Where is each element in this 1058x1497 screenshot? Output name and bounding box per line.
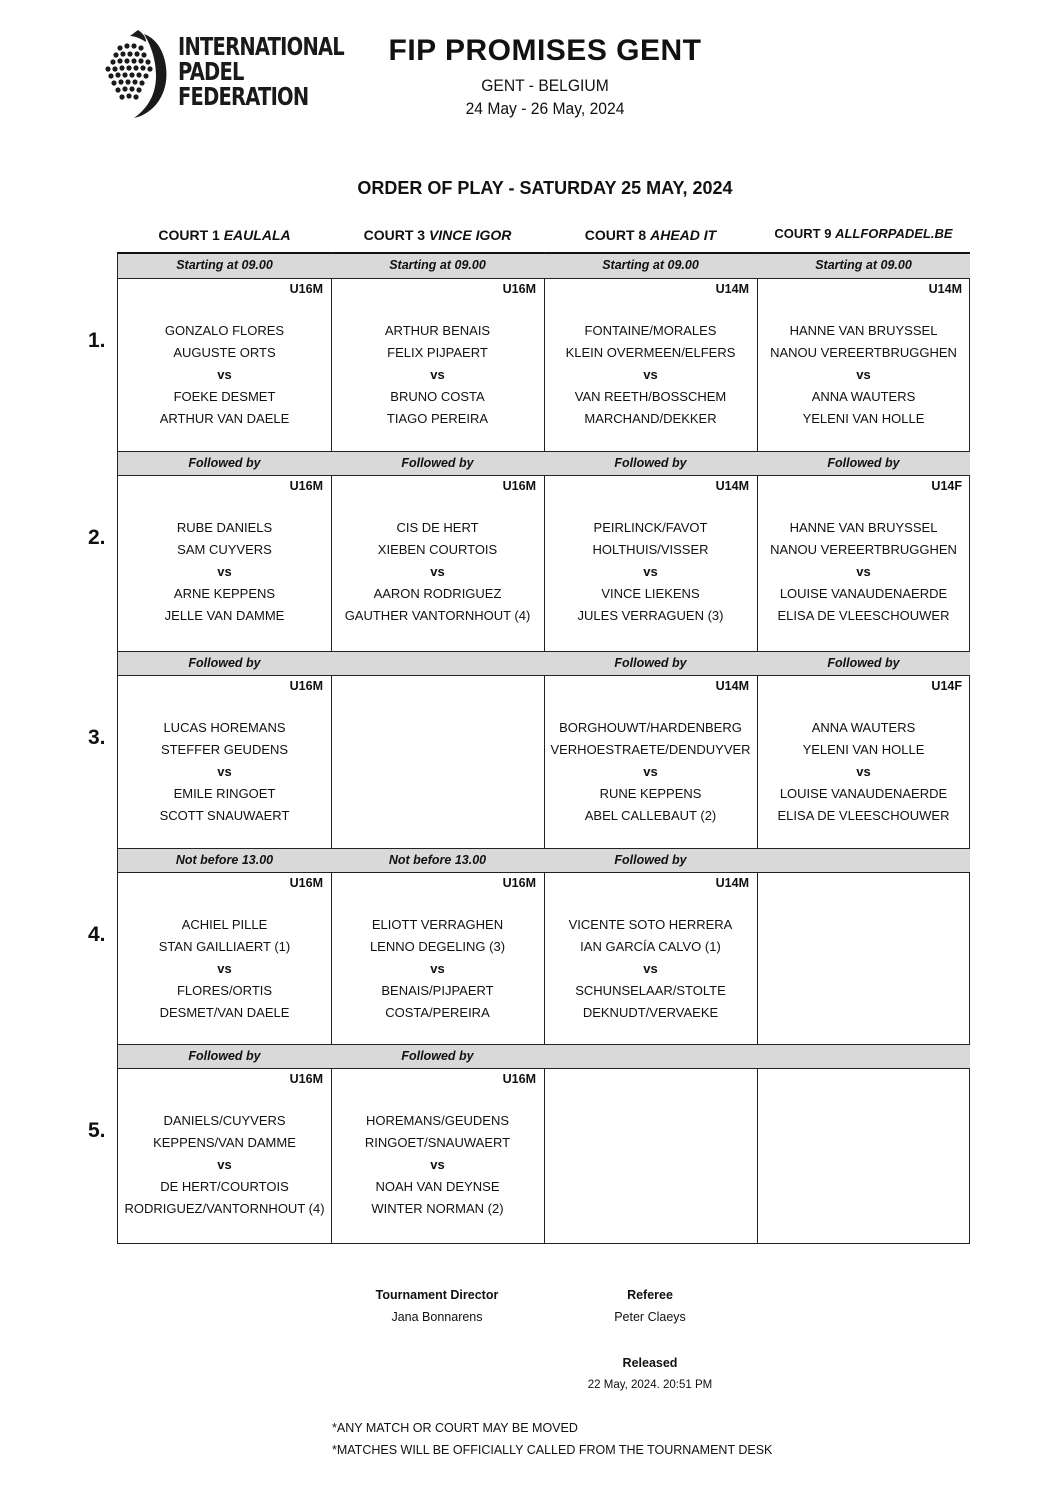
footer-note: *MATCHES WILL BE OFFICIALLY CALLED FROM THE TOURNAMENT DESK bbox=[332, 1443, 773, 1457]
court-sponsor: VINCE IGOR bbox=[428, 227, 512, 243]
court-name: COURT 3 bbox=[363, 227, 426, 243]
match-cell bbox=[118, 320, 331, 430]
player-name: MARCHAND/DEKKER bbox=[584, 411, 717, 426]
player-name: YELENI VAN HOLLE bbox=[802, 742, 925, 757]
versus-label: vs bbox=[217, 367, 232, 382]
category-label: U14F bbox=[931, 479, 962, 493]
player-name: VINCE LIEKENS bbox=[601, 586, 700, 601]
court-sponsor: ALLFORPADEL.BE bbox=[835, 226, 953, 241]
player-name: ARNE KEPPENS bbox=[173, 586, 276, 601]
match-order-number: 2. bbox=[88, 526, 106, 549]
player-name: FONTAINE/MORALES bbox=[584, 323, 717, 338]
start-time-label: Not before 13.00 bbox=[175, 853, 274, 867]
versus-label: vs bbox=[430, 367, 445, 382]
match-cell bbox=[544, 320, 757, 430]
player-name: VICENTE SOTO HERRERA bbox=[568, 917, 733, 932]
category-label: U16M bbox=[289, 479, 323, 493]
player-name: LENNO DEGELING (3) bbox=[369, 939, 506, 954]
court-sponsor: EAULALA bbox=[223, 227, 291, 243]
versus-label: vs bbox=[430, 961, 445, 976]
player-name: IAN GARCÍA CALVO (1) bbox=[580, 939, 721, 954]
player-name: RUBE DANIELS bbox=[176, 520, 273, 535]
player-name: YELENI VAN HOLLE bbox=[802, 411, 925, 426]
player-name: TIAGO PEREIRA bbox=[386, 411, 489, 426]
released-timestamp: 22 May, 2024. 20:51 PM bbox=[587, 1379, 713, 1391]
player-name: BENAIS/PIJPAERT bbox=[381, 983, 494, 998]
versus-label: vs bbox=[217, 564, 232, 579]
court-sponsor: AHEAD IT bbox=[650, 227, 717, 243]
player-name: KLEIN OVERMEEN/ELFERS bbox=[565, 345, 736, 360]
released-label: Released bbox=[622, 1356, 678, 1370]
player-name: DEKNUDT/VERVAEKE bbox=[582, 1005, 719, 1020]
category-label: U16M bbox=[289, 679, 323, 693]
player-name: LOUISE VANAUDENAERDE bbox=[779, 786, 948, 801]
player-name: ELISA DE VLEESCHOUWER bbox=[777, 608, 950, 623]
versus-label: vs bbox=[856, 564, 871, 579]
player-name: WINTER NORMAN (2) bbox=[371, 1201, 504, 1216]
match-cell bbox=[118, 914, 331, 1024]
versus-label: vs bbox=[217, 764, 232, 779]
player-name: BRUNO COSTA bbox=[390, 389, 485, 404]
category-label: U16M bbox=[289, 1072, 323, 1086]
start-time-label: Followed by bbox=[401, 1049, 474, 1063]
logo-line: INTERNATIONAL bbox=[178, 32, 344, 61]
player-name: BORGHOUWT/HARDENBERG bbox=[559, 720, 742, 735]
versus-label: vs bbox=[643, 764, 658, 779]
player-name: FLORES/ORTIS bbox=[176, 983, 273, 998]
court-name: COURT 1 bbox=[158, 227, 220, 243]
match-order-number: 5. bbox=[88, 1119, 106, 1142]
category-label: U14M bbox=[715, 876, 749, 890]
start-time-label: Followed by bbox=[401, 456, 474, 470]
match-cell bbox=[544, 914, 757, 1024]
player-name: SCHUNSELAAR/STOLTE bbox=[575, 983, 726, 998]
player-name: ELIOTT VERRAGHEN bbox=[371, 917, 504, 932]
start-time-label: Followed by bbox=[827, 656, 900, 670]
versus-label: vs bbox=[643, 961, 658, 976]
player-name: DANIELS/CUYVERS bbox=[163, 1113, 286, 1128]
player-name: AUGUSTE ORTS bbox=[173, 345, 276, 360]
category-label: U16M bbox=[289, 876, 323, 890]
player-name: PEIRLINCK/FAVOT bbox=[593, 520, 708, 535]
versus-label: vs bbox=[217, 961, 232, 976]
player-name: LUCAS HOREMANS bbox=[163, 720, 286, 735]
start-time-label: Starting at 09.00 bbox=[176, 258, 273, 272]
category-label: U14F bbox=[931, 679, 962, 693]
versus-label: vs bbox=[856, 367, 871, 382]
player-name: FOEKE DESMET bbox=[173, 389, 276, 404]
time-band bbox=[118, 1044, 970, 1069]
player-name: EMILE RINGOET bbox=[173, 786, 276, 801]
time-band bbox=[118, 254, 970, 279]
match-cell bbox=[118, 717, 331, 827]
category-label: U14M bbox=[715, 679, 749, 693]
player-name: GAUTHER VANTORNHOUT (4) bbox=[344, 608, 531, 623]
federation-wordmark bbox=[178, 34, 344, 109]
versus-label: vs bbox=[643, 367, 658, 382]
player-name: SCOTT SNAUWAERT bbox=[159, 808, 290, 823]
match-cell bbox=[757, 320, 970, 430]
director-label: Tournament Director bbox=[375, 1288, 499, 1302]
start-time-label: Starting at 09.00 bbox=[602, 258, 699, 272]
versus-label: vs bbox=[856, 764, 871, 779]
player-name: JULES VERRAGUEN (3) bbox=[577, 608, 724, 623]
start-time-label: Followed by bbox=[614, 853, 687, 867]
player-name: VERHOESTRAETE/DENDUYVER bbox=[550, 742, 751, 757]
player-name: ELISA DE VLEESCHOUWER bbox=[777, 808, 950, 823]
court-header bbox=[331, 227, 544, 243]
referee-name: Peter Claeys bbox=[614, 1310, 686, 1324]
time-band bbox=[118, 451, 970, 476]
category-label: U16M bbox=[289, 282, 323, 296]
match-cell bbox=[118, 517, 331, 627]
match-cell bbox=[544, 517, 757, 627]
player-name: STAN GAILLIAERT (1) bbox=[158, 939, 291, 954]
footer-note: *ANY MATCH OR COURT MAY BE MOVED bbox=[332, 1421, 578, 1435]
match-cell bbox=[331, 914, 544, 1024]
player-name: LOUISE VANAUDENAERDE bbox=[779, 586, 948, 601]
start-time-label: Starting at 09.00 bbox=[389, 258, 486, 272]
player-name: ACHIEL PILLE bbox=[181, 917, 268, 932]
player-name: HOREMANS/GEUDENS bbox=[365, 1113, 510, 1128]
player-name: ANNA WAUTERS bbox=[811, 720, 916, 735]
player-name: HANNE VAN BRUYSSEL bbox=[789, 520, 938, 535]
court-header bbox=[544, 227, 757, 243]
player-name: XIEBEN COURTOIS bbox=[377, 542, 498, 557]
court-header bbox=[118, 227, 331, 243]
category-label: U14M bbox=[715, 282, 749, 296]
match-cell bbox=[544, 717, 757, 827]
player-name: NANOU VEREERTBRUGGHEN bbox=[770, 345, 957, 360]
player-name: FELIX PIJPAERT bbox=[387, 345, 488, 360]
player-name: RUNE KEPPENS bbox=[599, 786, 702, 801]
player-name: ABEL CALLEBAUT (2) bbox=[584, 808, 717, 823]
player-name: HANNE VAN BRUYSSEL bbox=[789, 323, 938, 338]
tournament-location: GENT - BELGIUM bbox=[481, 76, 609, 95]
logo-line: PADEL bbox=[178, 57, 244, 86]
match-cell bbox=[331, 320, 544, 430]
player-name: KEPPENS/VAN DAMME bbox=[153, 1135, 296, 1150]
start-time-label: Followed by bbox=[614, 656, 687, 670]
category-label: U14M bbox=[715, 479, 749, 493]
time-band bbox=[118, 651, 970, 676]
player-name: HOLTHUIS/VISSER bbox=[592, 542, 709, 557]
category-label: U16M bbox=[502, 1072, 536, 1086]
start-time-label: Starting at 09.00 bbox=[815, 258, 912, 272]
versus-label: vs bbox=[430, 564, 445, 579]
match-cell bbox=[331, 517, 544, 627]
court-name: COURT 8 bbox=[584, 227, 647, 243]
match-cell bbox=[757, 717, 970, 827]
category-label: U16M bbox=[502, 876, 536, 890]
match-order-number: 1. bbox=[88, 329, 106, 352]
player-name: STEFFER GEUDENS bbox=[160, 742, 289, 757]
order-of-play-heading: ORDER OF PLAY - SATURDAY 25 MAY, 2024 bbox=[357, 178, 733, 198]
player-name: ARTHUR BENAIS bbox=[384, 323, 491, 338]
player-name: CIS DE HERT bbox=[396, 520, 479, 535]
player-name: GONZALO FLORES bbox=[164, 323, 285, 338]
player-name: JELLE VAN DAMME bbox=[164, 608, 285, 623]
player-name: VAN REETH/BOSSCHEM bbox=[574, 389, 727, 404]
start-time-label: Not before 13.00 bbox=[388, 853, 487, 867]
start-time-label: Followed by bbox=[614, 456, 687, 470]
start-time-label: Followed by bbox=[188, 456, 261, 470]
category-label: U14M bbox=[928, 282, 962, 296]
tournament-title: FIP PROMISES GENT bbox=[388, 34, 702, 67]
referee-label: Referee bbox=[627, 1288, 673, 1302]
director-name: Jana Bonnarens bbox=[391, 1310, 483, 1324]
versus-label: vs bbox=[643, 564, 658, 579]
match-order-number: 4. bbox=[88, 923, 106, 946]
court-header bbox=[757, 226, 970, 241]
versus-label: vs bbox=[217, 1157, 232, 1172]
player-name: RINGOET/SNAUWAERT bbox=[364, 1135, 511, 1150]
match-cell bbox=[118, 1110, 331, 1220]
start-time-label: Followed by bbox=[827, 456, 900, 470]
time-band bbox=[118, 848, 970, 873]
player-name: ANNA WAUTERS bbox=[811, 389, 916, 404]
padel-ball-logo-icon bbox=[104, 28, 170, 120]
versus-label: vs bbox=[430, 1157, 445, 1172]
player-name: NOAH VAN DEYNSE bbox=[375, 1179, 500, 1194]
category-label: U16M bbox=[502, 282, 536, 296]
player-name: DESMET/VAN DAELE bbox=[159, 1005, 290, 1020]
tournament-dates: 24 May - 26 May, 2024 bbox=[465, 99, 625, 118]
logo-line: FEDERATION bbox=[178, 82, 309, 111]
player-name: NANOU VEREERTBRUGGHEN bbox=[770, 542, 957, 557]
player-name: COSTA/PEREIRA bbox=[385, 1005, 490, 1020]
start-time-label: Followed by bbox=[188, 656, 261, 670]
match-cell bbox=[331, 1110, 544, 1220]
match-cell bbox=[757, 517, 970, 627]
player-name: SAM CUYVERS bbox=[177, 542, 272, 557]
start-time-label: Followed by bbox=[188, 1049, 261, 1063]
player-name: AARON RODRIGUEZ bbox=[373, 586, 502, 601]
player-name: ARTHUR VAN DAELE bbox=[159, 411, 290, 426]
match-order-number: 3. bbox=[88, 726, 106, 749]
category-label: U16M bbox=[502, 479, 536, 493]
player-name: RODRIGUEZ/VANTORNHOUT (4) bbox=[124, 1201, 325, 1216]
player-name: DE HERT/COURTOIS bbox=[160, 1179, 289, 1194]
court-name: COURT 9 bbox=[774, 226, 832, 241]
